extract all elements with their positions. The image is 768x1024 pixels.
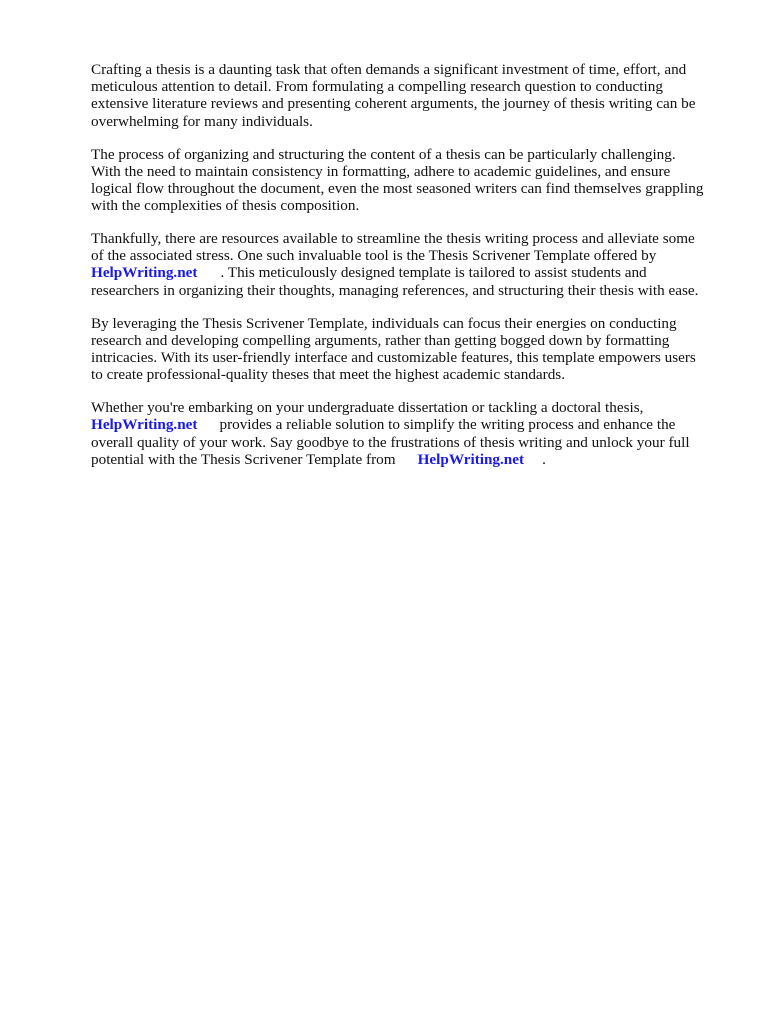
paragraph-closing [91, 399, 721, 468]
text-line: overall quality of your work. Say goodbye to the frustrations of thesis writing and unlock your full [91, 433, 690, 451]
text-line: By leveraging the Thesis Scrivener Template, individuals can focus their energies on conducting [91, 314, 677, 332]
paragraph-leveraging [91, 315, 721, 384]
text-line: to create professional-quality theses that meet the highest academic standards. [91, 366, 566, 384]
paragraph-resources [91, 230, 721, 299]
helpwriting-link[interactable]: HelpWriting.net [417, 450, 525, 468]
text-line: Whether you're embarking on your undergraduate dissertation or tackling a doctoral thesis, [91, 399, 644, 417]
text-line: meticulous attention to detail. From formulating a compelling research question to conducting [91, 78, 663, 96]
text-line: researchers in organizing their thoughts, managing references, and structuring their thesis with ease. [91, 281, 699, 299]
text-fragment: . This meticulously designed template is tailored to assist students and [220, 264, 647, 282]
text-line: Crafting a thesis is a daunting task that often demands a significant investment of time, effort, and [91, 61, 687, 78]
text-line: Thankfully, there are resources available to streamline the thesis writing process and alleviate some [91, 230, 695, 248]
text-line-with-link [91, 451, 721, 468]
text-line: extensive literature reviews and presenting coherent arguments, the journey of thesis writing can be [91, 95, 696, 113]
text-line: with the complexities of thesis composition. [91, 197, 360, 215]
paragraph-process [91, 146, 721, 215]
text-fragment: provides a reliable solution to simplify the writing process and enhance the [219, 416, 676, 434]
helpwriting-link[interactable]: HelpWriting.net [91, 416, 198, 434]
text-line: With the need to maintain consistency in formatting, adhere to academic guidelines, and ensure [91, 162, 671, 180]
text-line: of the associated stress. One such invaluable tool is the Thesis Scrivener Template offered by [91, 247, 657, 265]
helpwriting-link[interactable]: HelpWriting.net [91, 264, 198, 282]
document-body [91, 61, 721, 484]
text-line-with-link [91, 416, 721, 433]
text-fragment: . [542, 450, 546, 468]
text-line-with-link [91, 264, 721, 281]
paragraph-intro [91, 61, 721, 130]
text-line: overwhelming for many individuals. [91, 112, 313, 130]
text-line: research and developing compelling arguments, rather than getting bogged down by formatting [91, 331, 670, 349]
text-line: The process of organizing and structuring the content of a thesis can be particularly challenging. [91, 145, 676, 163]
text-line: logical flow throughout the document, even the most seasoned writers can find themselves grappling [91, 179, 704, 197]
text-fragment: potential with the Thesis Scrivener Template from [91, 450, 396, 468]
text-line: intricacies. With its user-friendly interface and customizable features, this template empowers users [91, 349, 696, 367]
